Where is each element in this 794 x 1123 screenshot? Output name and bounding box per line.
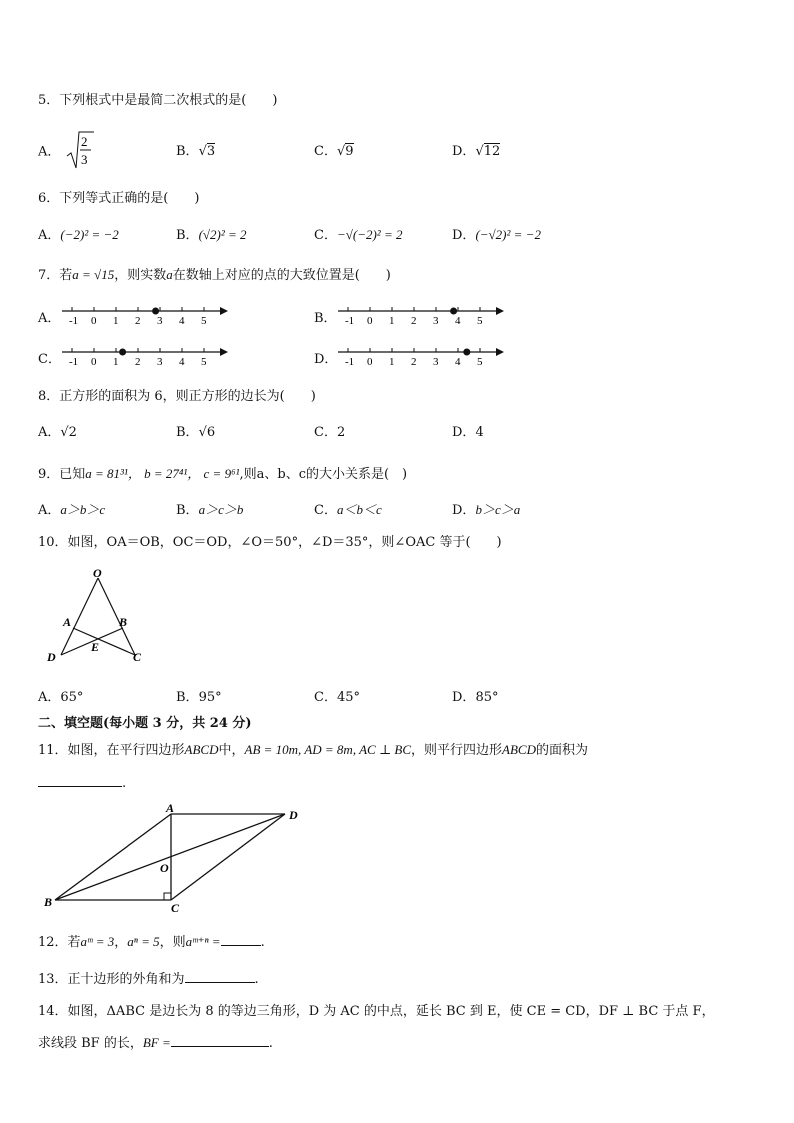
option-label: D． [452, 503, 476, 518]
q11-text-post: ，则平行四边形 [411, 743, 503, 758]
option-expr: 65° [60, 690, 84, 705]
q14-text-pre: 求线段 BF 的长， [38, 1036, 143, 1051]
tick-label: -1 [69, 315, 79, 327]
q5-option-a [38, 130, 95, 170]
q6-option-c [314, 224, 402, 243]
tick-label: -1 [345, 356, 355, 368]
option-expr: 45° [336, 690, 360, 705]
sqrt-fraction-icon [65, 130, 95, 170]
q5-option-c [314, 140, 354, 159]
tick-label: 2 [135, 356, 141, 368]
label-o: O [93, 566, 102, 580]
q13-blank-end: . [254, 972, 259, 987]
question-12 [38, 931, 265, 950]
q12-expr-1: aᵐ = 3 [80, 934, 115, 949]
tick-label: 5 [201, 315, 207, 327]
arrow-icon [220, 348, 228, 356]
q7-option-b-label: B． [314, 311, 337, 326]
question-9 [38, 463, 407, 482]
q12-expr-3: aᵐ⁺ⁿ = [185, 934, 221, 949]
option-label: A． [38, 425, 61, 440]
radicand: 3 [206, 144, 216, 159]
tick-label: 5 [477, 356, 483, 368]
answer-blank[interactable] [185, 970, 255, 983]
point-marker [152, 308, 159, 315]
q14-expr: BF = [142, 1035, 171, 1050]
q12-sep: ， [114, 935, 128, 950]
arrow-icon [220, 307, 228, 315]
tick-label: 2 [411, 315, 417, 327]
q10-option-c [314, 686, 360, 705]
option-expr: a＞b＞c [60, 502, 106, 517]
q8-option-a [38, 421, 77, 440]
option-expr: (−√2)² = −2 [475, 227, 541, 242]
q13-text: 13．正十边形的外角和为 [38, 972, 185, 987]
tick-label: 2 [135, 315, 141, 327]
question-5: 5．下列根式中是最简二次根式的是( ) [38, 93, 278, 108]
label-a: A [166, 801, 175, 815]
label-a: A [63, 615, 72, 629]
label-b: B [44, 895, 53, 909]
q9-option-a [38, 499, 105, 518]
question-10: 10．如图，OA＝OB，OC＝OD，∠O＝50°，∠D＝35°，则∠OAC 等于( ) [38, 535, 502, 550]
option-label: C． [314, 228, 337, 243]
label-d: D [47, 650, 56, 664]
tick-label: 1 [389, 356, 395, 368]
svg-text:2: 2 [80, 134, 88, 149]
option-label: B． [176, 425, 199, 440]
sqrt-icon: √ [475, 144, 484, 159]
option-expr: 85° [475, 690, 499, 705]
q12-blank-end: . [260, 935, 265, 950]
option-label: C． [314, 144, 337, 159]
q11-text-pre: 11．如图，在平行四边形 [38, 743, 185, 758]
q8-option-d [452, 421, 484, 440]
option-expr: a＜b＜c [336, 502, 382, 517]
option-expr: 95° [198, 690, 222, 705]
question-8: 8．正方形的面积为 6，则正方形的边长为( ) [38, 389, 316, 404]
option-expr: (√2)² = 2 [198, 227, 247, 242]
q7-option-c-label: C． [38, 352, 61, 367]
q11-blank-end: . [122, 776, 127, 791]
point-marker [463, 349, 470, 356]
q6-option-a [38, 224, 119, 243]
tick-label: 1 [389, 315, 395, 327]
tick-label: 3 [157, 356, 163, 368]
q11-abcd-2: ABCD [502, 742, 536, 757]
q12-expr-2: aⁿ = 5 [127, 934, 160, 949]
q6-option-b [176, 224, 247, 243]
option-label: A． [38, 228, 61, 243]
tick-label: 5 [201, 356, 207, 368]
tick-label: 5 [477, 315, 483, 327]
section-title: 二、填空题(每小题 3 分，共 24 分) [38, 716, 252, 731]
q7-text-end: 在数轴上对应的点的大致位置是( ) [172, 268, 391, 283]
label-e: E [91, 640, 100, 654]
option-label: C． [314, 425, 337, 440]
option-label: A． [38, 144, 61, 160]
number-line-c [60, 343, 232, 369]
q7-option-d-label: D． [314, 352, 338, 367]
label-c: C [171, 901, 180, 915]
answer-blank[interactable] [221, 933, 261, 946]
question-11 [38, 739, 588, 758]
option-label: D． [452, 690, 476, 705]
q11-answer-line [38, 774, 126, 791]
label-d: D [289, 808, 298, 822]
tick-label: 4 [179, 356, 185, 368]
tick-label: 4 [455, 356, 461, 368]
tick-label: 2 [411, 356, 417, 368]
q7-option-a-label: A． [38, 311, 61, 326]
tick-label: 3 [433, 356, 439, 368]
q9-expression: a = 81³¹， b = 27⁴¹， c = 9⁶¹ [85, 466, 240, 481]
label-c: C [133, 650, 142, 664]
q11-abcd: ABCD [184, 742, 219, 757]
q9-text-pre: 9．已知 [38, 467, 86, 482]
number-line-d [336, 343, 508, 369]
option-expr: √6 [198, 425, 216, 440]
tick-label: 0 [367, 315, 373, 327]
option-expr: a＞c＞b [198, 502, 244, 517]
q14-blank-end: . [268, 1036, 273, 1051]
tick-label: 0 [367, 356, 373, 368]
radicand: 9 [345, 144, 354, 159]
q8-option-c [314, 421, 345, 440]
q10-option-d [452, 686, 498, 705]
radicand: 12 [483, 144, 501, 159]
parallelogram-figure [40, 800, 305, 915]
tick-label: -1 [345, 315, 355, 327]
q11-text-end: 的面积为 [536, 743, 589, 758]
question-14-line-1: 14．如图，ΔABC 是边长为 8 的等边三角形，D 为 AC 的中点，延长 BC 到 E，使 CE = CD，DF ⊥ BC 于点 F， [38, 1004, 715, 1019]
option-label: B． [176, 503, 199, 518]
arrow-icon [496, 307, 504, 315]
q6-option-d [452, 224, 541, 243]
q11-text-mid: 中， [218, 743, 245, 758]
tick-label: 0 [91, 356, 97, 368]
question-13 [38, 968, 259, 987]
option-expr: b＞c＞a [475, 502, 521, 517]
q12-text-post: ，则 [159, 935, 186, 950]
q12-text-pre: 12．若 [38, 935, 81, 950]
option-label: D． [452, 144, 476, 159]
point-marker [119, 349, 126, 356]
number-line-a [60, 302, 232, 328]
option-label: B． [176, 228, 199, 243]
tick-label: 3 [433, 315, 439, 327]
q10-option-a [38, 686, 83, 705]
answer-blank[interactable] [171, 1034, 269, 1047]
sqrt-icon: √ [198, 144, 207, 159]
q7-equation: a = √15 [72, 267, 115, 282]
point-marker [450, 308, 457, 315]
question-6: 6．下列等式正确的是( ) [38, 191, 200, 206]
tick-label: -1 [69, 356, 79, 368]
option-label: D． [452, 228, 476, 243]
answer-blank[interactable] [38, 774, 122, 787]
option-expr: 4 [475, 425, 484, 440]
q9-option-c [314, 499, 382, 518]
option-expr: (−2)² = −2 [60, 227, 119, 242]
q10-option-b [176, 686, 222, 705]
question-7 [38, 264, 391, 283]
label-o: O [160, 861, 169, 875]
number-line-b [336, 302, 508, 328]
question-14-line-2 [38, 1032, 273, 1051]
option-expr: √2 [60, 425, 77, 440]
q9-text-post: ,则a、b、c的大小关系是( ) [239, 467, 408, 482]
option-label: B． [176, 690, 199, 705]
tick-label: 3 [157, 315, 163, 327]
q9-option-b [176, 499, 243, 518]
triangle-figure [44, 565, 154, 665]
tick-label: 4 [179, 315, 185, 327]
option-label: B． [176, 144, 199, 159]
q9-option-d [452, 499, 520, 518]
option-label: A． [38, 690, 61, 705]
sqrt-icon: √ [336, 144, 346, 159]
tick-label: 0 [91, 315, 97, 327]
option-label: C． [314, 690, 337, 705]
option-label: A． [38, 503, 61, 518]
tick-label: 1 [113, 356, 119, 368]
q5-option-b [176, 140, 215, 159]
q7-text-pre: 7．若 [38, 268, 73, 283]
svg-text:3: 3 [80, 152, 88, 167]
option-expr: 2 [336, 425, 346, 440]
option-label: C． [314, 503, 337, 518]
tick-label: 1 [113, 315, 119, 327]
q5-option-d [452, 140, 500, 159]
tick-label: 4 [455, 315, 461, 327]
arrow-icon [496, 348, 504, 356]
q11-condition: AB = 10m, AD = 8m, AC ⊥ BC [244, 742, 412, 757]
option-expr: −√(−2)² = 2 [336, 227, 403, 242]
option-label: D． [452, 425, 476, 440]
q7-text-post: ，则实数 [114, 268, 167, 283]
q7-variable: a [166, 267, 173, 282]
q8-option-b [176, 421, 215, 440]
label-b: B [119, 615, 128, 629]
